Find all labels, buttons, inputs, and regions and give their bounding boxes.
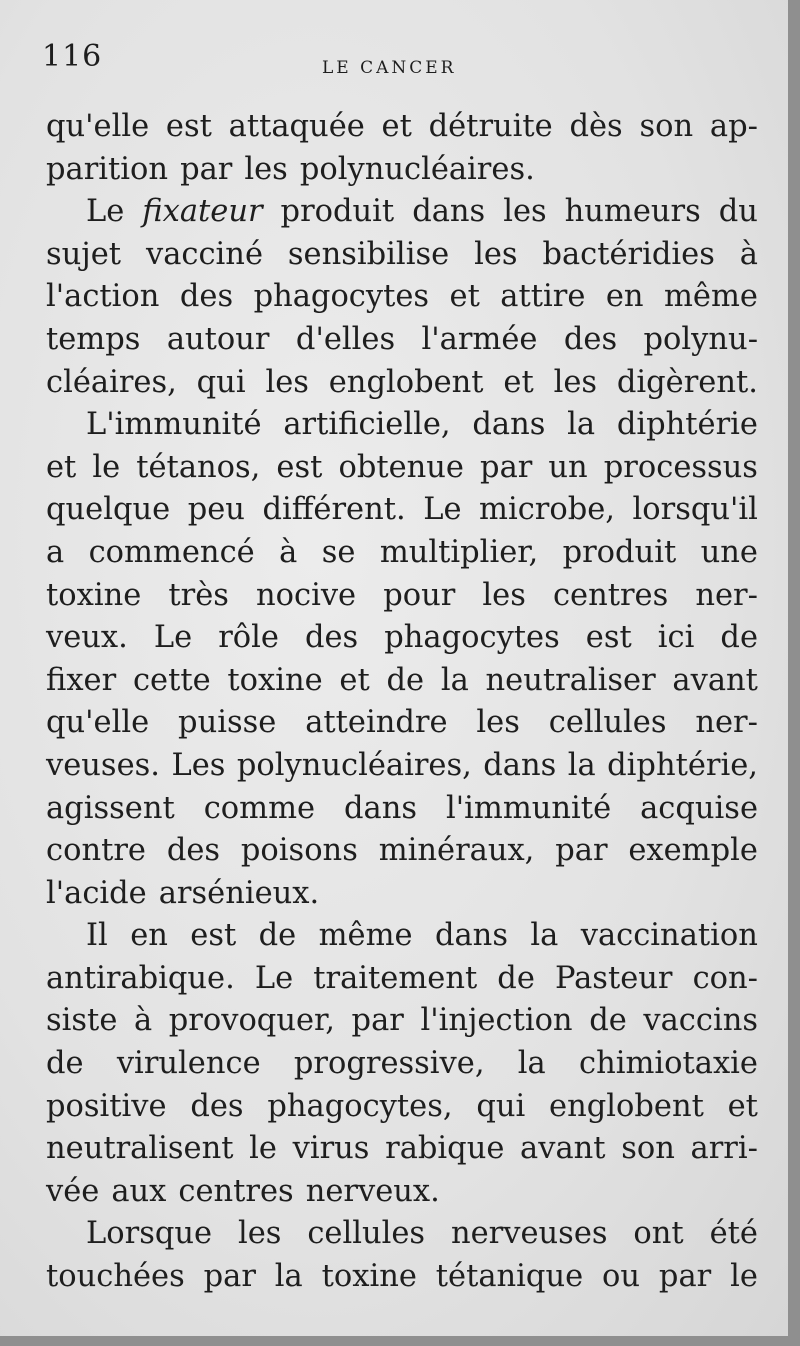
word: fixer (46, 662, 117, 698)
text-line (46, 1043, 758, 1086)
word: attaquée (228, 109, 365, 144)
word: temps (46, 321, 141, 357)
word: centres (178, 1173, 294, 1209)
word: Le (254, 960, 294, 996)
word: chimiotaxie (578, 1046, 758, 1082)
text-line (46, 276, 758, 319)
word: les (476, 705, 520, 741)
word: les (244, 151, 288, 187)
text-line (46, 788, 758, 831)
word: son (639, 109, 694, 144)
word: ner- (695, 577, 758, 613)
word: agissent (46, 790, 175, 826)
word: les (265, 364, 309, 400)
word: processus (603, 449, 758, 485)
text-line (46, 1256, 758, 1299)
word: veux. (46, 620, 128, 656)
text-line (46, 447, 758, 490)
word: l'injection (420, 1003, 573, 1039)
word: l'armée (421, 321, 538, 357)
word: en (130, 918, 168, 954)
word: aux (111, 1173, 167, 1209)
word: vaccins (643, 1003, 758, 1039)
word: et (381, 109, 412, 144)
text-line (46, 1128, 758, 1171)
text-line (46, 532, 758, 575)
word: été (709, 1216, 758, 1252)
word: le (730, 1259, 758, 1295)
word: artificielle, (283, 407, 451, 443)
word: de (589, 1003, 627, 1039)
word: Le (423, 492, 462, 528)
word: la (517, 1046, 546, 1082)
word: avant (672, 662, 758, 698)
word: qui (196, 364, 246, 400)
word: les (503, 194, 547, 230)
word: toxine (227, 662, 323, 698)
word: de (46, 1046, 84, 1082)
word: son (621, 1131, 675, 1167)
word: humeurs (564, 194, 701, 230)
word: la (274, 1259, 303, 1295)
word: la (530, 918, 559, 954)
word: autour (166, 321, 270, 357)
body-text (46, 106, 758, 1299)
word: produit (562, 534, 677, 570)
word: cette (132, 662, 211, 698)
word: l'acide (46, 875, 147, 911)
word: par (351, 1003, 404, 1039)
word: du (718, 194, 758, 230)
word: se (321, 534, 356, 570)
word: lorsqu'il (632, 492, 758, 528)
word: les (553, 364, 598, 400)
word: les (482, 577, 526, 613)
word: est (276, 449, 323, 485)
word: qui (476, 1088, 526, 1124)
word: phagocytes (384, 620, 560, 656)
text-line (46, 702, 758, 745)
word: est (585, 620, 632, 656)
word: antirabique. (46, 960, 235, 996)
word: les (237, 1216, 282, 1252)
word: contre (46, 833, 146, 869)
word: nocive (255, 577, 357, 613)
word: qu'elle (46, 705, 150, 741)
word: par (480, 449, 533, 485)
word: rôle (218, 620, 279, 656)
word: puisse (178, 705, 277, 741)
word: même (664, 279, 758, 315)
word: bactéridies (542, 236, 715, 272)
word: a (46, 534, 65, 570)
word: rabique (385, 1131, 505, 1167)
text-line (46, 234, 758, 277)
word: englobent (549, 1088, 704, 1124)
word: polynucléaires, (236, 747, 472, 783)
word: veuses. (46, 747, 160, 783)
word: multiplier, (379, 534, 539, 570)
word: avant (520, 1131, 606, 1167)
word: le (92, 449, 121, 485)
word: dans (344, 790, 418, 826)
word: des (563, 321, 618, 357)
word: ou (602, 1259, 641, 1295)
word: fixateur (142, 194, 263, 230)
word: ap- (709, 109, 758, 144)
word: englobent (328, 364, 484, 400)
word: poisons (240, 833, 358, 869)
word: l'action (46, 279, 160, 315)
word: de (497, 960, 535, 996)
word: nerveuses (450, 1216, 608, 1252)
text-line (46, 745, 758, 788)
text-line (46, 575, 758, 618)
word: même (318, 918, 413, 954)
word: pour (383, 577, 456, 613)
word: peu (187, 492, 245, 528)
word: vaccination (580, 918, 758, 954)
word: Lorsque (86, 1216, 213, 1252)
text-line (46, 362, 758, 405)
text-line (46, 915, 758, 958)
text-line (46, 958, 758, 1001)
word: des (179, 279, 234, 315)
word: obtenue (338, 449, 464, 485)
word: dans (472, 407, 546, 443)
word: qu'elle (46, 109, 150, 144)
word: de (386, 662, 425, 698)
word: diphtérie, (607, 747, 758, 783)
word: polynucléaires. (299, 151, 535, 187)
text-line (46, 617, 758, 660)
word: dans (434, 918, 508, 954)
word: vée (46, 1173, 100, 1209)
word: la (440, 662, 469, 698)
text-line (46, 404, 758, 447)
word: diphtérie (616, 407, 758, 443)
word: virulence (116, 1046, 261, 1082)
word: Les (171, 747, 226, 783)
page-number: 116 (42, 39, 103, 74)
word: de (720, 620, 758, 656)
text-line (46, 1213, 758, 1256)
text-line (46, 1000, 758, 1043)
word: microbe, (479, 492, 616, 528)
word: tétanique (435, 1259, 584, 1295)
word: dès (569, 109, 623, 144)
word: et (727, 1088, 758, 1124)
word: provoquer, (168, 1003, 335, 1039)
word: commencé (88, 534, 255, 570)
word: des (166, 833, 221, 869)
word: cléaires, (46, 364, 177, 400)
word: à (279, 534, 298, 570)
word: ici (657, 620, 695, 656)
word: différent. (262, 492, 406, 528)
text-line (46, 1171, 758, 1214)
text-line (46, 106, 758, 149)
word: L'immunité (86, 407, 262, 443)
word: à (739, 236, 758, 272)
word: Pasteur (554, 960, 673, 996)
word: le (249, 1131, 277, 1167)
word: la (567, 747, 596, 783)
word: minéraux, (378, 833, 535, 869)
word: phagocytes, (267, 1088, 453, 1124)
word: positive (46, 1088, 167, 1124)
word: attire (500, 279, 586, 315)
word: tétanos, (136, 449, 261, 485)
word: toxine (46, 577, 142, 613)
word: ner- (695, 705, 758, 741)
word: nerveux. (305, 1173, 440, 1209)
word: par (180, 151, 233, 187)
word: l'immunité (446, 790, 612, 826)
text-line (46, 873, 758, 916)
word: parition (46, 151, 169, 187)
word: par (555, 833, 608, 869)
word: très (168, 577, 229, 613)
word: des (304, 620, 359, 656)
word: à (133, 1003, 153, 1039)
word: cellules (548, 705, 667, 741)
word: phagocytes (253, 279, 430, 315)
word: et (449, 279, 480, 315)
word: atteindre (305, 705, 448, 741)
word: centres (552, 577, 669, 613)
text-line (46, 830, 758, 873)
word: dans (483, 747, 557, 783)
word: dans (412, 194, 486, 230)
word: la (567, 407, 596, 443)
word: con- (692, 960, 758, 996)
word: des (190, 1088, 244, 1124)
word: toxine (321, 1259, 417, 1295)
word: virus (292, 1131, 370, 1167)
word: arri- (690, 1131, 758, 1167)
word: progressive, (293, 1046, 485, 1082)
word: de (258, 918, 297, 954)
word: quelque (46, 492, 171, 528)
word: ont (633, 1216, 684, 1252)
word: Le (86, 194, 125, 230)
word: par (658, 1259, 712, 1295)
word: sujet (46, 236, 122, 272)
running-title: LE CANCER (322, 58, 457, 78)
word: une (700, 534, 758, 570)
word: est (190, 918, 237, 954)
word: Le (153, 620, 193, 656)
word: digèrent. (616, 364, 758, 400)
word: touchées (46, 1259, 185, 1295)
word: est (165, 109, 212, 144)
word: polynu- (643, 321, 758, 357)
word: un (548, 449, 588, 485)
word: produit (280, 194, 395, 230)
word: d'elles (295, 321, 396, 357)
word: les (474, 236, 518, 272)
word: neutraliser (485, 662, 656, 698)
text-line (46, 660, 758, 703)
word: traitement (313, 960, 478, 996)
word: et (46, 449, 77, 485)
word: siste (46, 1003, 118, 1039)
text-line (46, 149, 758, 192)
text-line (46, 1086, 758, 1129)
word: Il (86, 918, 108, 954)
word: et (339, 662, 370, 698)
word: vacciné (145, 236, 263, 272)
text-line (46, 489, 758, 532)
text-line (46, 191, 758, 234)
word: par (203, 1259, 256, 1295)
word: acquise (640, 790, 758, 826)
word: en (605, 279, 644, 315)
word: détruite (428, 109, 553, 144)
word: et (503, 364, 534, 400)
word: sensibilise (287, 236, 450, 272)
word: arsénieux. (158, 875, 320, 911)
word: cellules (307, 1216, 426, 1252)
text-line (46, 319, 758, 362)
word: exemple (628, 833, 758, 869)
word: comme (203, 790, 316, 826)
word: neutralisent (46, 1131, 234, 1167)
